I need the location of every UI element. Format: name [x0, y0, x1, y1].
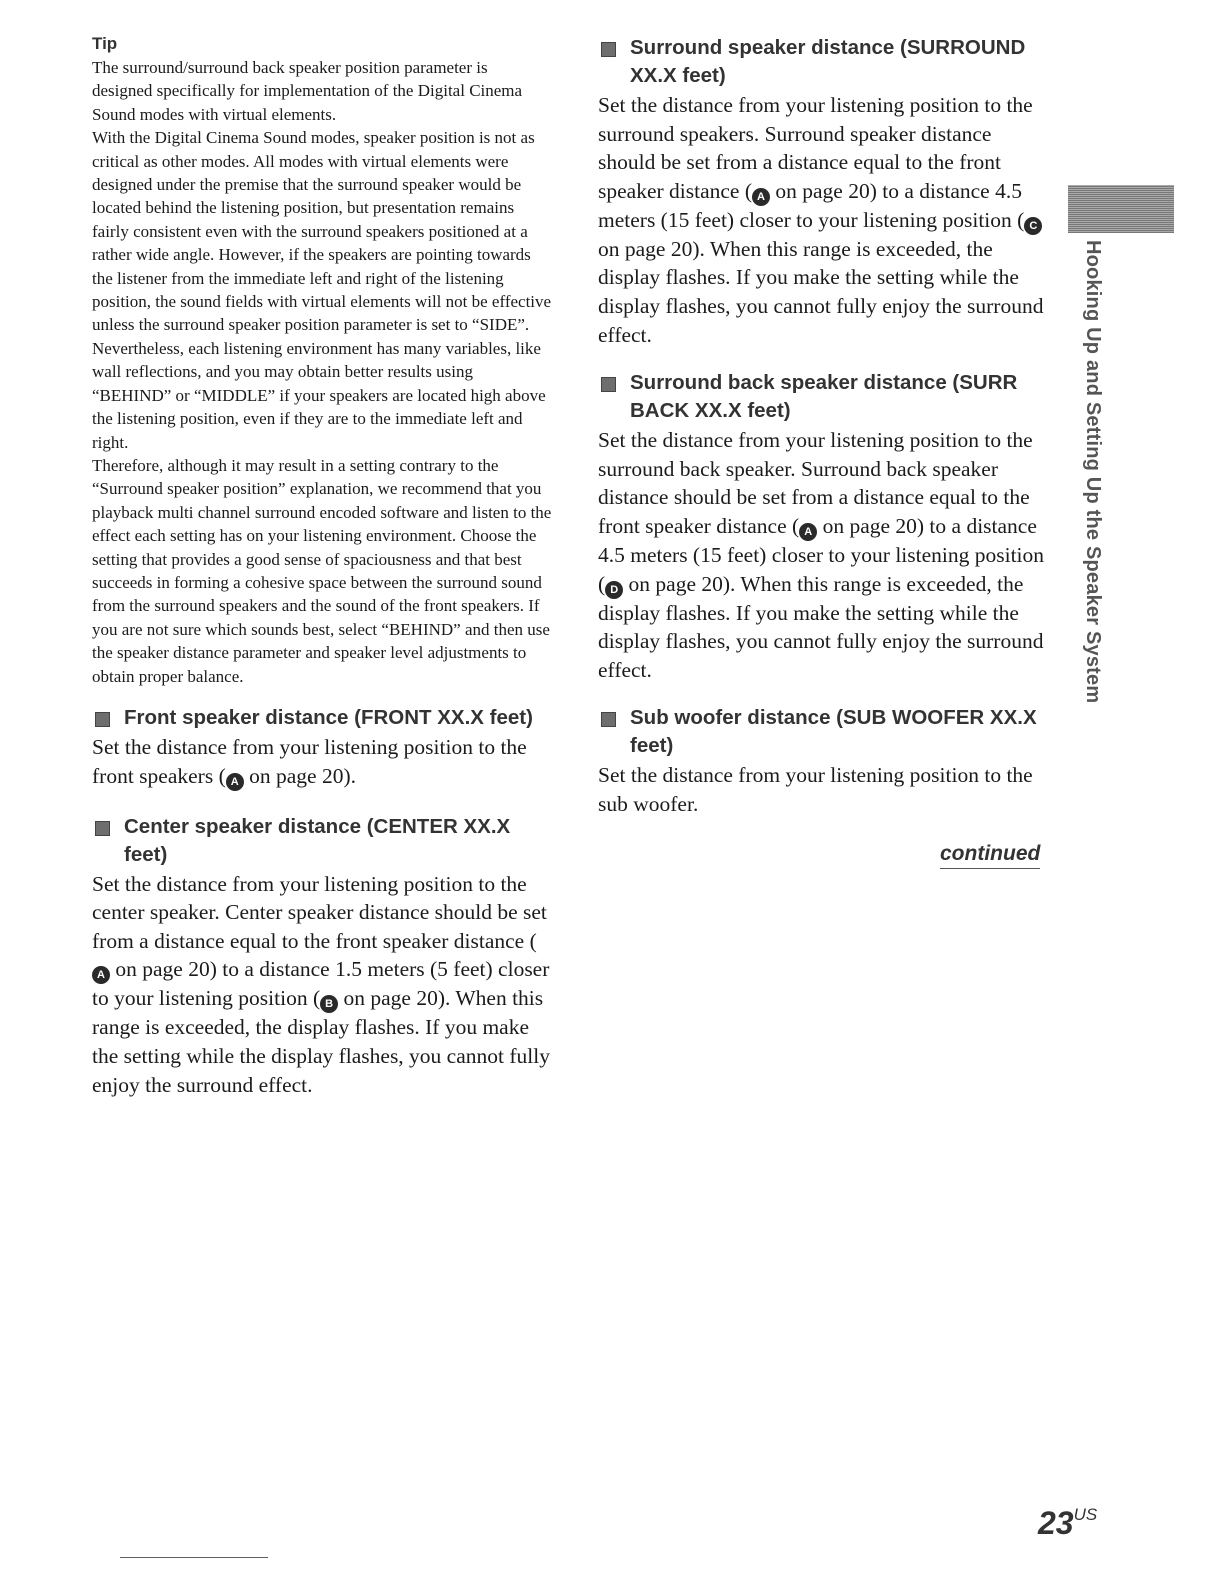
left-column	[92, 34, 552, 1099]
side-tab-label: Hooking Up and Setting Up the Speaker System	[1082, 240, 1104, 704]
section-center-speaker-distance	[92, 813, 552, 1100]
tip-paragraph-4: Therefore, although it may result in a setting contrary to the “Surround speaker position” explanation, we recommend that you playback multi channel surround encoded software and listen to the effect each setting has on your listening environment. Choose the setting that provides a good sense of spaciousness and that best succeeds in forming a cohesive space between the surround sound from the surround speakers and the sound of the front speakers. If you are not sure which sounds best, select “BEHIND” and then use the speaker distance parameter and speaker level adjustments to obtain proper balance.	[92, 455, 552, 686]
circle-a-icon: A	[226, 773, 244, 791]
circle-a-icon: A	[92, 966, 110, 984]
section-title: Sub woofer distance (SUB WOOFER XX.X feet)	[630, 706, 1037, 758]
square-bullet-icon	[95, 821, 110, 836]
tip-box	[92, 34, 552, 688]
section-sub-woofer-distance	[598, 704, 1048, 818]
square-bullet-icon	[601, 42, 616, 57]
section-title: Front speaker distance (FRONT XX.X feet)	[124, 705, 533, 729]
section-body: Set the distance from your listening position to the surround back speaker. Surround back speaker distance should be set from a distance equal to the front speaker distance ( A on page 20) to a distance 4.5 meters (15 feet) closer to your listening position ( D on page 20). When this range is exceeded, the display flashes. If you make the setting while the display flashes, you cannot fully enjoy the surround effect.	[598, 428, 1045, 682]
section-front-speaker-distance	[92, 704, 552, 791]
tip-paragraph-2: With the Digital Cinema Sound modes, speaker position is not as critical as other modes. All modes with virtual elements were designed under the premise that the surround speaker would be located behind the listening position, but presentation remains fairly consistent even with the surround speakers positioned at a rather wide angle. However, if the speakers are pointing towards the listener from the immediate left and right of the listening position, the sound fields with virtual elements will not be effective unless the surround speaker position parameter is set to “SIDE”.	[92, 128, 552, 335]
section-body: Set the distance from your listening position to the center speaker. Center speaker distance should be set from a distance equal to the front speaker distance (A on page 20) to a distance 1.5 meters (5 feet) closer to your listening position ( B on page 20). When this range is exceeded, the display flashes. If you make the setting while the display flashes, you cannot fully enjoy the surround effect.	[92, 871, 550, 1097]
section-surround-back-speaker-distance	[598, 369, 1048, 684]
tip-heading: Tip	[92, 34, 118, 53]
circle-b-icon: B	[320, 995, 338, 1013]
section-title: Surround speaker distance (SURROUND XX.X feet)	[630, 36, 1026, 87]
square-bullet-icon	[95, 712, 110, 727]
square-bullet-icon	[601, 712, 616, 727]
section-title: Center speaker distance (CENTER XX.X feet)	[124, 814, 511, 866]
section-body: Set the distance from your listening position to the front speakers ( A on page 20).	[92, 733, 552, 791]
right-column	[598, 34, 1048, 819]
section-title: Surround back speaker distance (SURR BACK XX.X feet)	[630, 371, 1018, 423]
page-number: $23^{US}$	[1038, 1505, 1098, 1541]
circle-a-icon: A	[752, 188, 770, 206]
section-body: Set the distance from your listening position to the sub woofer.	[598, 763, 1033, 816]
circle-c-icon: C	[1024, 217, 1042, 235]
circle-a-icon: A	[799, 523, 817, 541]
section-body: Set the distance from your listening position to the surround speakers. Surround speaker distance should be set from a distance equal to the front speaker distance ( A on page 20) to a distance 4.5 meters (15 feet) closer to your listening position ( C on page 20). When this range is exceeded, the display flashes. If you make the setting while the display flashes, you cannot fully enjoy the surround effect.	[598, 93, 1044, 347]
tip-paragraph-1: The surround/surround back speaker position parameter is designed specifically for implementation of the Digital Cinema Sound modes with virtual elements.	[92, 58, 523, 124]
page-number-suffix: US	[1073, 1505, 1098, 1524]
continued-label: continued	[940, 842, 1040, 869]
footer-rule	[120, 1557, 268, 1558]
section-surround-speaker-distance	[598, 34, 1048, 349]
square-bullet-icon	[601, 377, 616, 392]
side-tab	[1082, 240, 1104, 840]
tip-paragraph-3: Nevertheless, each listening environment has many variables, like wall reflections, and you may obtain better results using “BEHIND” or “MIDDLE” if your speakers are located high above the listening position, even if they are to the immediate left and right.	[92, 338, 546, 452]
circle-d-icon: D	[605, 581, 623, 599]
section-tab-marker	[1068, 185, 1174, 233]
